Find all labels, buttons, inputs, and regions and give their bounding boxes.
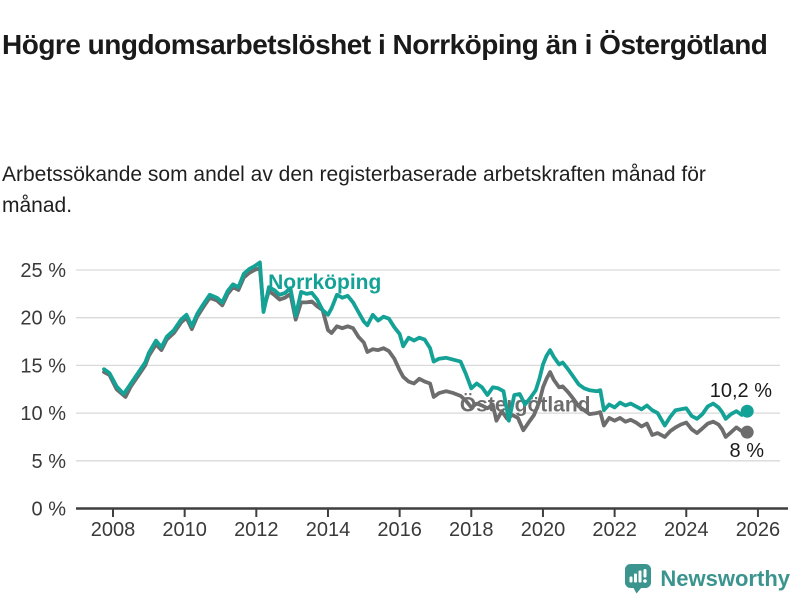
y-axis-tick-label: 20 % xyxy=(20,307,66,330)
x-axis-tick-label: 2012 xyxy=(234,519,279,541)
y-axis-tick-label: 25 % xyxy=(20,260,66,282)
x-axis-tick-label: 2026 xyxy=(735,519,781,541)
x-axis-tick-label: 2016 xyxy=(377,519,422,541)
newsworthy-wordmark: Newsworthy xyxy=(660,565,790,591)
x-axis-tick-label: 2010 xyxy=(162,519,207,541)
x-axis-tick-label: 2014 xyxy=(305,519,351,541)
series-label-stergtland: Östergötland xyxy=(459,393,591,417)
series-label-norrkping: Norrköping xyxy=(268,271,382,295)
series-end-dot-norrkping xyxy=(741,405,754,418)
y-axis-tick-label: 10 % xyxy=(20,403,66,426)
x-axis-tick-label: 2020 xyxy=(520,519,566,541)
x-axis-tick-label: 2022 xyxy=(592,519,637,541)
newsworthy-logo-icon xyxy=(624,563,652,594)
y-axis-tick-label: 15 % xyxy=(20,355,66,378)
x-axis-tick-label: 2024 xyxy=(664,519,709,541)
end-value-label-stergtland: 8 % xyxy=(729,440,764,463)
chart-subtitle: Arbetssökande som andel av den registerbaserade arbetskraften månad för månad. xyxy=(2,163,706,217)
chart-title: Högre ungdomsarbetslöshet i Norrköping än i Östergötland xyxy=(2,28,768,60)
y-axis-tick-label: 0 % xyxy=(31,498,66,521)
x-axis-tick-label: 2018 xyxy=(449,519,494,541)
y-axis-tick-label: 5 % xyxy=(31,450,66,473)
x-axis-tick-label: 2008 xyxy=(90,519,136,541)
series-end-dot-stergtland xyxy=(741,426,754,439)
newsworthy-logo xyxy=(624,563,790,594)
series-line-norrkping xyxy=(104,262,747,425)
series-line-stergtland xyxy=(104,268,747,437)
end-value-label-norrkping: 10,2 % xyxy=(709,380,772,403)
